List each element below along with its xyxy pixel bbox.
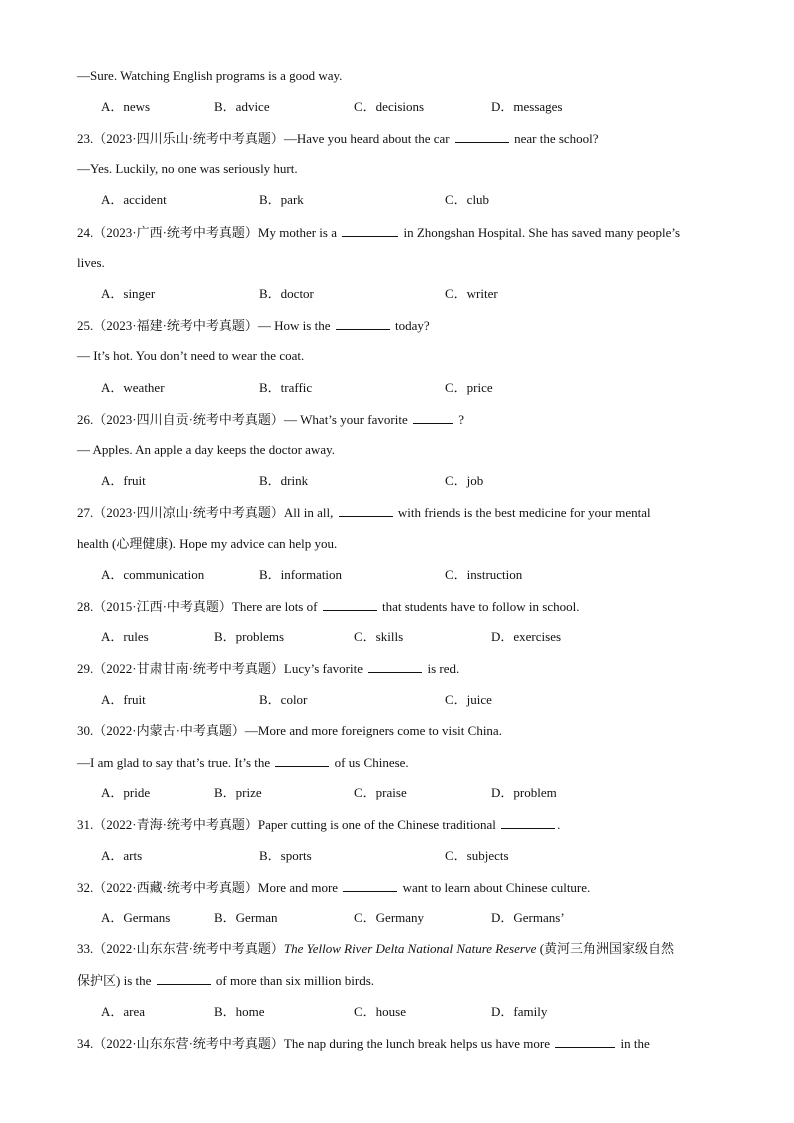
question-text: 25.（2023·福建·统考中考真题）— How is the [77,318,331,333]
option-c: C．Germany [354,910,425,925]
reserve-name: The Yellow River Delta National Nature Reserve [283,941,537,956]
question-text: near the school? [514,131,599,146]
question-text: is red. [427,661,460,676]
option-c: C．writer [445,286,498,301]
question-29 [77,660,459,677]
option-d: D．exercises [491,629,562,644]
question-text: with friends is the best medicine for your mental [397,505,651,520]
option-c: C．house [354,1004,407,1019]
answer-blank [368,660,422,673]
question-text: in the [620,1036,650,1051]
option-c: C．subjects [445,848,509,863]
answer-blank [339,504,393,517]
option-d: D．family [491,1004,548,1019]
question-text: 33.（2022·山东东营·统考中考真题） [77,941,284,956]
option-d: D．messages [491,99,563,114]
question-text: 23.（2023·四川乐山·统考中考真题）—Have you heard about the car [77,131,450,146]
option-b: B．drink [259,473,309,488]
option-a: A．rules [101,629,149,644]
option-a: A．news [101,99,151,114]
answer-blank [555,1035,615,1048]
option-a: A．Germans [101,910,171,925]
question-text: 32.（2022·西藏·统考中考真题）More and more [77,880,339,895]
answer-blank [455,130,509,143]
option-b: B．information [259,567,343,582]
option-b: B．sports [259,848,312,863]
answer-blank [343,879,397,892]
question-text: 26.（2023·四川自贡·统考中考真题）— What’s your favorite [77,412,408,427]
option-c: C．instruction [445,567,523,582]
question-27 [77,504,651,521]
option-c: C．club [445,192,490,207]
option-c: C．decisions [354,99,425,114]
question-28 [77,598,579,615]
question-text: lives. [77,255,105,270]
option-b: B．German [214,910,278,925]
dialogue-line: —Yes. Luckily, no one was seriously hurt. [77,161,298,176]
option-d: D．Germans’ [491,910,565,925]
question-text: want to learn about Chinese culture. [402,880,591,895]
question-text: 27.（2023·四川凉山·统考中考真题）All in all, [77,505,334,520]
question-text: 28.（2015·江西·中考真题）There are lots of [77,599,318,614]
dialogue-line: — It’s hot. You don’t need to wear the coat. [77,348,305,363]
question-text: of us Chinese. [334,755,409,770]
option-a: A．accident [101,192,167,207]
option-a: A．weather [101,380,165,395]
question-24 [77,224,680,241]
question-text: in Zhongshan Hospital. She has saved many people’s [403,225,681,240]
question-text: 34.（2022·山东东营·统考中考真题）The nap during the lunch break helps us have more [77,1036,550,1051]
dialogue-line [77,754,409,771]
option-c: C．price [445,380,493,395]
option-a: A．communication [101,567,205,582]
option-b: B．problems [214,629,285,644]
option-b: B．doctor [259,286,314,301]
question-text: that students have to follow in school. [381,599,580,614]
answer-blank [275,754,329,767]
option-a: A．fruit [101,473,146,488]
question-33 [77,941,674,957]
question-31 [77,816,560,833]
option-b: B．advice [214,99,270,114]
question-text-cont [77,972,374,989]
dialogue-line: — Apples. An apple a day keeps the doctor away. [77,442,336,457]
question-26 [77,411,464,428]
question-text: of more than six million birds. [215,973,375,988]
option-c: C．skills [354,629,404,644]
answer-blank [342,224,398,237]
question-text: (黄河三角洲国家级自然 [539,941,675,956]
dialogue-line: —Sure. Watching English programs is a good way. [77,68,343,83]
question-text: —I am glad to say that’s true. It’s the [77,755,271,770]
option-b: B．color [259,692,308,707]
option-a: A．pride [101,785,151,800]
option-b: B．park [259,192,304,207]
question-text: 24.（2023·广西·统考中考真题）My mother is a [77,225,337,240]
answer-blank [336,317,390,330]
option-a: A．fruit [101,692,146,707]
question-34 [77,1035,650,1052]
option-c: C．job [445,473,484,488]
question-text: health (心理健康). Hope my advice can help you. [77,536,338,551]
option-a: A．singer [101,286,156,301]
option-b: B．prize [214,785,262,800]
answer-blank [501,816,555,829]
option-d: D．problem [491,785,557,800]
question-text: ? [458,412,465,427]
option-b: B．home [214,1004,265,1019]
question-text: 29.（2022·甘肃甘南·统考中考真题）Lucy’s favorite [77,661,363,676]
answer-blank [413,411,453,424]
question-text: 31.（2022·青海·统考中考真题）Paper cutting is one of the Chinese traditional [77,817,496,832]
option-c: C．praise [354,785,407,800]
answer-blank [323,598,377,611]
option-a: A．arts [101,848,143,863]
option-b: B．traffic [259,380,313,395]
question-32 [77,879,590,896]
question-text: today? [395,318,430,333]
question-23 [77,130,599,147]
question-text: . [557,817,561,832]
question-25 [77,317,430,334]
question-30: 30.（2022·内蒙古·中考真题）—More and more foreigners come to visit China. [77,723,502,738]
question-text: 保护区) is the [77,973,152,988]
answer-blank [157,972,211,985]
option-a: A．area [101,1004,146,1019]
option-c: C．juice [445,692,492,707]
